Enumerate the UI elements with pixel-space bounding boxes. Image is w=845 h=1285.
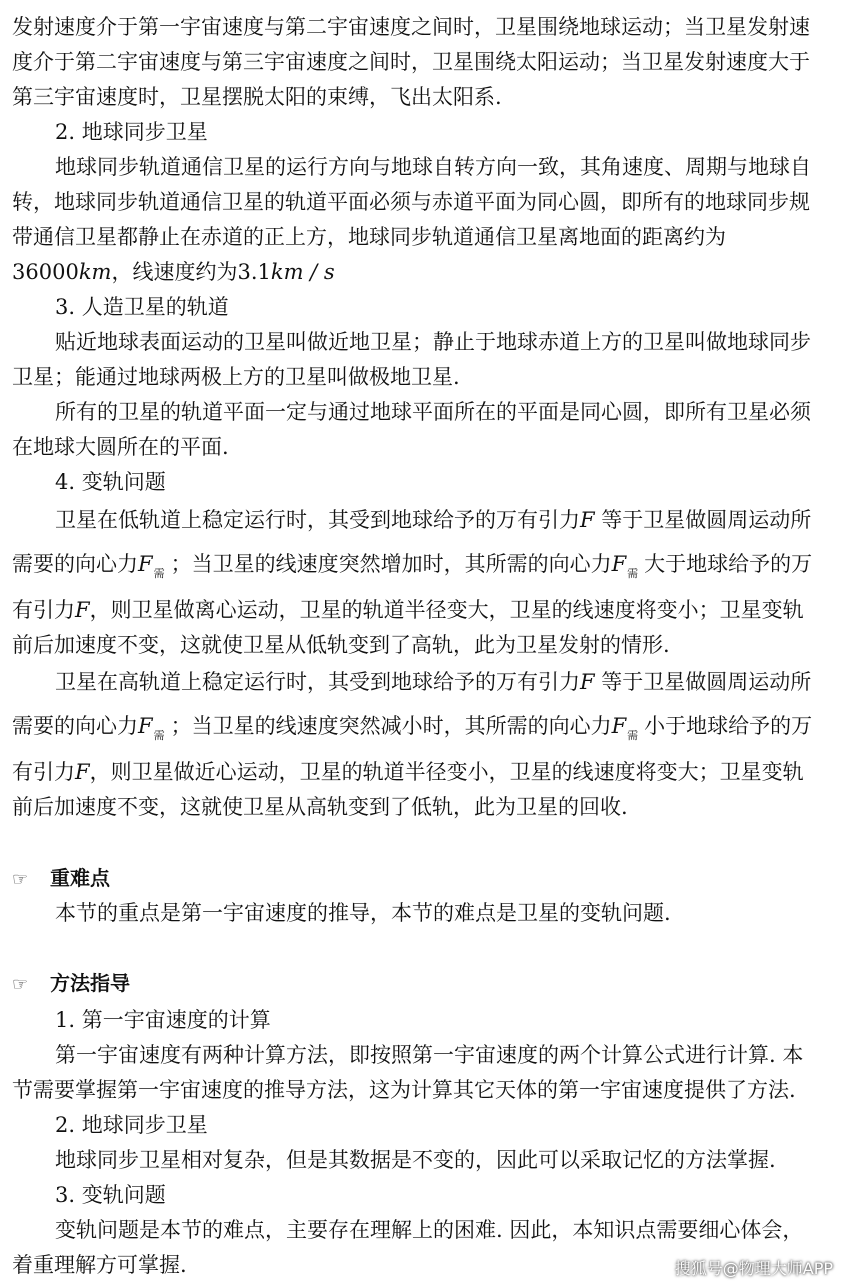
force-symbol: F <box>611 552 627 576</box>
text-run: 卫星在低轨道上稳定运行时，其受到地球给予的万有引力 <box>55 508 580 532</box>
speed-value: 3.1 <box>237 260 271 284</box>
paragraph-line: 在地球大圆所在的平面. <box>12 435 229 459</box>
force-subscript: 需 <box>153 729 165 742</box>
text-run: ；当卫星的线速度突然减小时，其所需的向心力 <box>170 714 612 738</box>
heading-text: 方法指导 <box>50 971 130 995</box>
text-run: 卫星在高轨道上稳定运行时，其受到地球给予的万有引力 <box>55 670 580 694</box>
text-run: 小于地球给予的万 <box>644 714 813 738</box>
paragraph-line: 节需要掌握第一宇宙速度的推导方法，这为计算其它天体的第一宇宙速度提供了方法. <box>12 1078 796 1102</box>
section-title: 1. 第一宇宙速度的计算 <box>55 1008 271 1032</box>
force-symbol: F <box>611 714 627 738</box>
paragraph-line <box>12 711 832 743</box>
section-title: 2. 地球同步卫星 <box>55 1113 208 1137</box>
method-heading <box>12 968 832 1000</box>
paragraph-line: 度介于第二宇宙速度与第三宇宙速度之间时，卫星围绕太阳运动；当卫星发射速度大于 <box>12 50 810 74</box>
pointing-hand-icon: ☞ <box>12 869 29 890</box>
distance-unit: km <box>78 260 112 284</box>
paragraph-line: 第三宇宙速度时，卫星摆脱太阳的束缚，飞出太阳系. <box>12 85 502 109</box>
paragraph-line: 着重理解方可掌握. <box>12 1253 187 1277</box>
paragraph-line: 前后加速度不变，这就使卫星从低轨变到了高轨，此为卫星发射的情形. <box>12 633 670 657</box>
paragraph-line <box>55 505 832 537</box>
section-title: 2. 地球同步卫星 <box>55 120 208 144</box>
paragraph-line: 所有的卫星的轨道平面一定与通过地球平面所在的平面是同心圆，即所有卫星必须 <box>55 400 811 424</box>
watermark: 搜狐号@物理大师APP <box>674 1259 833 1278</box>
text-run: 等于卫星做圆周运动所 <box>601 670 812 694</box>
speed-text: ，线速度约为 <box>111 260 238 284</box>
force-symbol: F <box>580 670 595 694</box>
paragraph-line <box>55 667 832 699</box>
section-title: 3. 变轨问题 <box>55 1183 166 1207</box>
heading-text: 重难点 <box>50 866 110 890</box>
distance-value: 36000 <box>12 260 79 284</box>
text-run: 需要的向心力 <box>12 714 138 738</box>
paragraph-line: 转，地球同步轨道通信卫星的轨道平面必须与赤道平面为同心圆，即所有的地球同步规 <box>12 190 810 214</box>
paragraph-line: 地球同步轨道通信卫星的运行方向与地球自转方向一致，其角速度、周期与地球自 <box>55 155 811 179</box>
paragraph-line: 卫星；能通过地球两极上方的卫星叫做极地卫星. <box>12 365 460 389</box>
force-symbol: F <box>138 714 153 738</box>
paragraph-line: 前后加速度不变，这就使卫星从高轨变到了低轨，此为卫星的回收. <box>12 795 628 819</box>
force-symbol: F <box>75 760 90 784</box>
paragraph-line <box>12 757 832 789</box>
force-subscript: 需 <box>627 729 639 742</box>
paragraph-line: 变轨问题是本节的难点，主要存在理解上的困难. 因此，本知识点需要细心体会， <box>55 1218 804 1242</box>
paragraph-line: 发射速度介于第一宇宙速度与第二宇宙速度之间时，卫星围绕地球运动；当卫星发射速 <box>12 15 810 39</box>
paragraph-line <box>12 257 832 289</box>
text-run: 有引力 <box>12 760 75 784</box>
force-symbol: F <box>138 552 153 576</box>
text-run: 需要的向心力 <box>12 552 138 576</box>
paragraph-line: 第一宇宙速度有两种计算方法，即按照第一宇宙速度的两个计算公式进行计算. 本 <box>55 1043 804 1067</box>
text-run: 等于卫星做圆周运动所 <box>601 508 812 532</box>
paragraph-line: 贴近地球表面运动的卫星叫做近地卫星；静止于地球赤道上方的卫星叫做地球同步 <box>55 330 811 354</box>
text-run: ，则卫星做近心运动，卫星的轨道半径变小，卫星的线速度将变大；卫星变轨 <box>89 760 804 784</box>
section-title: 3. 人造卫星的轨道 <box>55 295 229 319</box>
paragraph-line: 地球同步卫星相对复杂，但是其数据是不变的，因此可以采取记忆的方法掌握. <box>55 1148 776 1172</box>
text-run: 有引力 <box>12 598 75 622</box>
force-symbol: F <box>75 598 90 622</box>
text-run: 大于地球给予的万 <box>644 552 813 576</box>
text-run: ；当卫星的线速度突然增加时，其所需的向心力 <box>170 552 612 576</box>
pointing-hand-icon: ☞ <box>12 974 29 995</box>
paragraph-line: 带通信卫星都静止在赤道的正上方，地球同步轨道通信卫星离地面的距离约为 <box>12 225 726 249</box>
speed-unit: km / s <box>270 260 335 284</box>
paragraph-line: 本节的重点是第一宇宙速度的推导，本节的难点是卫星的变轨问题. <box>55 901 671 925</box>
paragraph-line <box>12 549 832 581</box>
paragraph-line <box>12 595 832 627</box>
force-subscript: 需 <box>153 567 165 580</box>
force-symbol: F <box>580 508 595 532</box>
key-points-heading <box>12 863 832 895</box>
section-title: 4. 变轨问题 <box>55 470 166 494</box>
text-run: ，则卫星做离心运动，卫星的轨道半径变大，卫星的线速度将变小；卫星变轨 <box>89 598 804 622</box>
force-subscript: 需 <box>627 567 639 580</box>
